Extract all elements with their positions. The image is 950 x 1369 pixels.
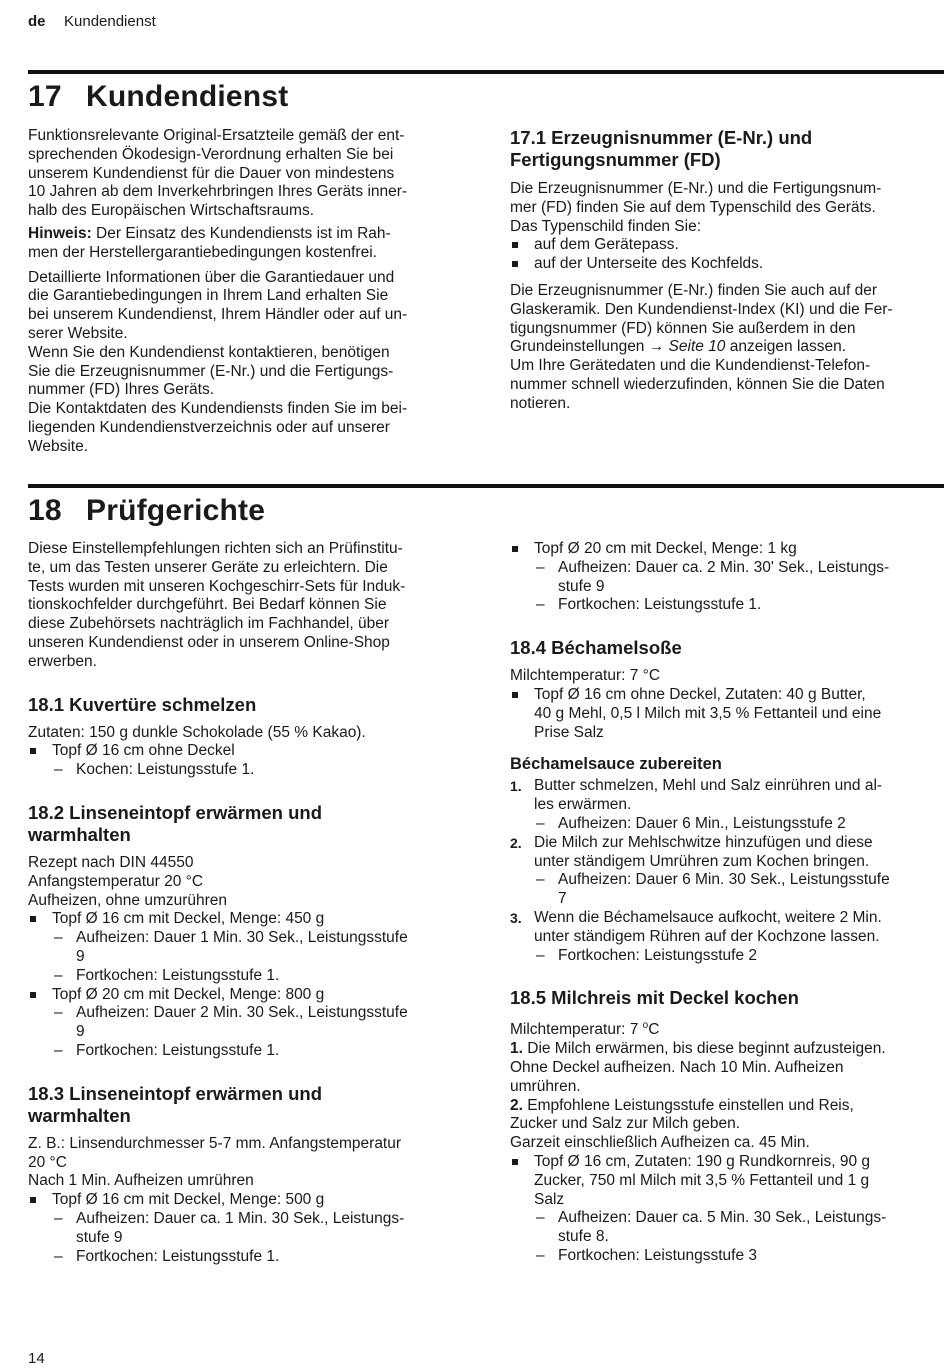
chapter-17-right-column [510, 127, 942, 414]
text-line: notieren. [510, 394, 571, 412]
text-fragment: Die Milch erwärmen, bis diese beginnt aufzusteigen. [522, 1040, 886, 1058]
text-line: nummer (FD) Ihres Geräts. [28, 381, 215, 399]
dash-item: – Fortkochen: Leistungsstufe 2 [510, 947, 942, 966]
text-line: Glaskeramik. Den Kundendienst-Index (KI) und die Fer- [510, 300, 893, 318]
chapter-18-title: Prüfgerichte [86, 494, 266, 527]
step-number: 2. [510, 834, 522, 851]
text-line: Aufheizen, ohne umzurühren [28, 891, 228, 909]
text-line: Rezept nach DIN 44550 [28, 853, 194, 871]
text-line [510, 1097, 942, 1116]
page-number: 14 [28, 1350, 45, 1367]
text-line: liegenden Kundendienstverzeichnis oder auf unserer [28, 418, 390, 436]
step-number: 2. [510, 1096, 523, 1114]
dash-item: – Kochen: Leistungsstufe 1. [28, 761, 468, 780]
text-line: tigungsnummer (FD) können Sie außerdem in den [510, 319, 856, 337]
text-fragment: Grundeinstellungen [510, 338, 649, 356]
text-line: Z. B.: Linsendurchmesser 5-7 mm. Anfangstemperatur [28, 1134, 402, 1152]
text-line: unserem Kundendienst für die Dauer von mindestens [28, 164, 395, 182]
bullet-item-continuation: Salz [534, 1190, 565, 1208]
text-line: Milchtemperatur: 7 °C [510, 667, 661, 685]
text-fragment: Empfohlene Leistungsstufe einstellen und Reis, [522, 1096, 854, 1114]
text-line: diese Zubehörsets nachträglich im Fachhandel, über [28, 615, 390, 633]
text-line: unseren Kundendienst oder in unserem Online-Shop [28, 633, 390, 651]
text-line: Garzeit einschließlich Aufheizen ca. 45 Min. [510, 1134, 810, 1152]
step-number: 1. [510, 1040, 523, 1058]
chapter-18-heading [28, 494, 265, 528]
text-line: erwerben. [28, 652, 97, 670]
step-number: 1. [510, 778, 522, 795]
step-item [510, 909, 942, 947]
text-line: Funktionsrelevante Original-Ersatzteile gemäß der ent- [28, 127, 405, 144]
text-line: Diese Einstellempfehlungen richten sich an Prüfinstitu- [28, 540, 403, 557]
text-line: te, um das Testen unserer Geräte zu erleichtern. Die [28, 558, 388, 576]
section-18-3-title: 18.3 Linseneintopf erwärmen und [28, 1082, 323, 1104]
step-text: Butter schmelzen, Mehl und Salz einrühren und al- [534, 777, 883, 795]
header-language: de [28, 13, 46, 30]
text-line: umrühren. [510, 1077, 581, 1095]
step-item [510, 777, 942, 815]
chapter-18-number: 18 [28, 494, 62, 527]
text-fragment: C [648, 1021, 660, 1039]
text-line: Die Kontaktdaten des Kundendiensts finden Sie im bei- [28, 400, 408, 418]
chapter-17-heading [28, 80, 288, 114]
text-line: halb des Europäischen Wirtschaftsraums. [28, 202, 315, 220]
section-18-1-title: 18.1 Kuvertüre schmelzen [28, 693, 257, 715]
step-text: les erwärmen. [534, 796, 632, 814]
dash-item: – Fortkochen: Leistungsstufe 1. [28, 1042, 468, 1061]
dash-item: – Fortkochen: Leistungsstufe 3 [510, 1247, 942, 1266]
chapter-18-divider [28, 484, 944, 488]
step-number: 3. [510, 909, 522, 926]
text-line: sprechenden Ökodesign-Verordnung erhalten Sie bei [28, 145, 394, 163]
text-line [510, 1040, 942, 1059]
dash-item-continuation: stufe 9 [76, 1228, 123, 1246]
text-line: Ohne Deckel aufheizen. Nach 10 Min. Aufheizen [510, 1059, 844, 1077]
chapter-17-left-column [28, 127, 468, 457]
dash-item: – Aufheizen: Dauer 2 Min. 30 Sek., Leistungsstufe [28, 1004, 468, 1023]
text-line: Detaillierte Informationen über die Garantiedauer und [28, 268, 395, 286]
dash-item: – Fortkochen: Leistungsstufe 1. [510, 596, 942, 615]
bullet-item-continuation: Prise Salz [534, 723, 604, 741]
dash-item: – Fortkochen: Leistungsstufe 1. [28, 1248, 468, 1267]
text-line: die Garantiebedingungen in Ihrem Land erhalten Sie [28, 287, 389, 305]
bullet-item: Topf Ø 16 cm mit Deckel, Menge: 500 g [28, 1191, 468, 1210]
bullet-item: auf der Unterseite des Kochfelds. [510, 255, 942, 274]
chapter-17-divider [28, 70, 944, 74]
text-line: 20 °C [28, 1153, 67, 1171]
text-line: mer (FD) finden Sie auf dem Typenschild des Geräts. [510, 198, 876, 216]
step-text: unter ständigem Rühren auf der Kochzone lassen. [534, 927, 880, 945]
header-title: Kundendienst [64, 13, 156, 30]
dash-item-continuation: 7 [558, 890, 567, 908]
text-line: Nach 1 Min. Aufheizen umrühren [28, 1172, 254, 1190]
text-line: Website. [28, 437, 89, 455]
bullet-item: Topf Ø 20 cm mit Deckel, Menge: 800 g [28, 986, 468, 1005]
subsection-title: Béchamelsauce zubereiten [510, 755, 722, 774]
step-text: Wenn die Béchamelsauce aufkocht, weitere 2 Min. [534, 908, 882, 926]
text-line [510, 1017, 942, 1040]
text-line: Zucker und Salz zur Milch geben. [510, 1115, 741, 1133]
text-line: 10 Jahren ab dem Inverkehrbringen Ihres Geräts inner- [28, 183, 408, 201]
text-line: Das Typenschild finden Sie: [510, 217, 701, 235]
dash-item-continuation: stufe 9 [558, 577, 605, 595]
step-item [510, 834, 942, 872]
section-18-4-title: 18.4 Béchamelsoße [510, 637, 682, 659]
chapter-17-title: Kundendienst [86, 80, 289, 113]
dash-item: – Fortkochen: Leistungsstufe 1. [28, 967, 468, 986]
text-line: Sie die Erzeugnisnummer (E-Nr.) und die Fertigungs- [28, 362, 394, 380]
section-18-5-title: 18.5 Milchreis mit Deckel kochen [510, 987, 799, 1009]
dash-item: – Aufheizen: Dauer 6 Min. 30 Sek., Leistungsstufe [510, 871, 942, 890]
bullet-item: Topf Ø 20 cm mit Deckel, Menge: 1 kg [510, 540, 942, 559]
bullet-item: auf dem Gerätepass. [510, 236, 942, 255]
hint-label: Hinweis: [28, 224, 92, 242]
text-line: Zutaten: 150 g dunkle Schokolade (55 % Kakao). [28, 723, 366, 741]
text-line: Anfangstemperatur 20 °C [28, 872, 204, 890]
bullet-item-continuation: 40 g Mehl, 0,5 l Milch mit 3,5 % Fettanteil und eine [534, 704, 882, 722]
text-fragment: Milchtemperatur: 7 [510, 1021, 643, 1039]
degree-sign: o [642, 1020, 649, 1032]
dash-item: – Aufheizen: Dauer 1 Min. 30 Sek., Leistungsstufe [28, 929, 468, 948]
hint-text: Der Einsatz des Kundendiensts ist im Rah- [91, 224, 391, 242]
bullet-item: Topf Ø 16 cm ohne Deckel [28, 742, 468, 761]
bullet-item: Topf Ø 16 cm mit Deckel, Menge: 450 g [28, 910, 468, 929]
section-17-1-title: 17.1 Erzeugnisnummer (E-Nr.) und [510, 127, 813, 148]
section-18-2-title: 18.2 Linseneintopf erwärmen und [28, 801, 323, 823]
chapter-18-left-column [28, 540, 468, 1266]
dash-item-continuation: 9 [76, 947, 85, 965]
text-line: Die Erzeugnisnummer (E-Nr.) und die Fertigungsnum- [510, 180, 882, 197]
section-17-1-title: Fertigungsnummer (FD) [510, 149, 721, 170]
step-text: Die Milch zur Mehlschwitze hinzufügen und diese [534, 833, 873, 851]
dash-item: – Aufheizen: Dauer ca. 5 Min. 30 Sek., Leistungs- [510, 1209, 942, 1228]
section-18-3-title: warmhalten [28, 1104, 131, 1126]
bullet-item: Topf Ø 16 cm ohne Deckel, Zutaten: 40 g Butter, [510, 686, 942, 705]
dash-item: – Aufheizen: Dauer 6 Min., Leistungsstufe 2 [510, 815, 942, 834]
dash-item-continuation: stufe 8. [558, 1228, 609, 1246]
chapter-17-number: 17 [28, 80, 62, 113]
bullet-item-continuation: Zucker, 750 ml Milch mit 3,5 % Fettanteil und 1 g [534, 1171, 870, 1189]
hint-line: men der Herstellergarantiebedingungen kostenfrei. [28, 243, 377, 261]
text-line: nummer schnell wiederzufinden, können Sie die Daten [510, 375, 885, 393]
arrow-right-icon: → [648, 338, 665, 356]
text-line: tionskochfelder durchgeführt. Bei Bedarf können Sie [28, 596, 387, 614]
text-line: Die Erzeugnisnummer (E-Nr.) finden Sie auch auf der [510, 281, 877, 299]
dash-item: – Aufheizen: Dauer ca. 1 Min. 30 Sek., Leistungs- [28, 1210, 468, 1229]
page-reference-link[interactable]: Seite 10 [664, 338, 726, 356]
text-line: Tests wurden mit unseren Kochgeschirr-Sets für Induk- [28, 577, 406, 595]
bullet-item: Topf Ø 16 cm, Zutaten: 190 g Rundkornreis, 90 g [510, 1153, 942, 1172]
dash-item: – Aufheizen: Dauer ca. 2 Min. 30' Sek., Leistungs- [510, 559, 942, 578]
text-line: Wenn Sie den Kundendienst kontaktieren, benötigen [28, 343, 390, 361]
step-text: unter ständigem Umrühren zum Kochen bringen. [534, 852, 870, 870]
chapter-18-right-column [510, 540, 942, 1266]
text-line: serer Website. [28, 324, 128, 342]
dash-item-continuation: 9 [76, 1023, 85, 1041]
text-line [510, 338, 942, 357]
text-fragment: anzeigen lassen. [725, 338, 847, 356]
text-line: bei unserem Kundendienst, Ihrem Händler oder auf un- [28, 306, 408, 324]
text-line: Um Ihre Gerätedaten und die Kundendienst-Telefon- [510, 357, 871, 375]
section-18-2-title: warmhalten [28, 823, 131, 845]
hint-line [28, 225, 468, 244]
